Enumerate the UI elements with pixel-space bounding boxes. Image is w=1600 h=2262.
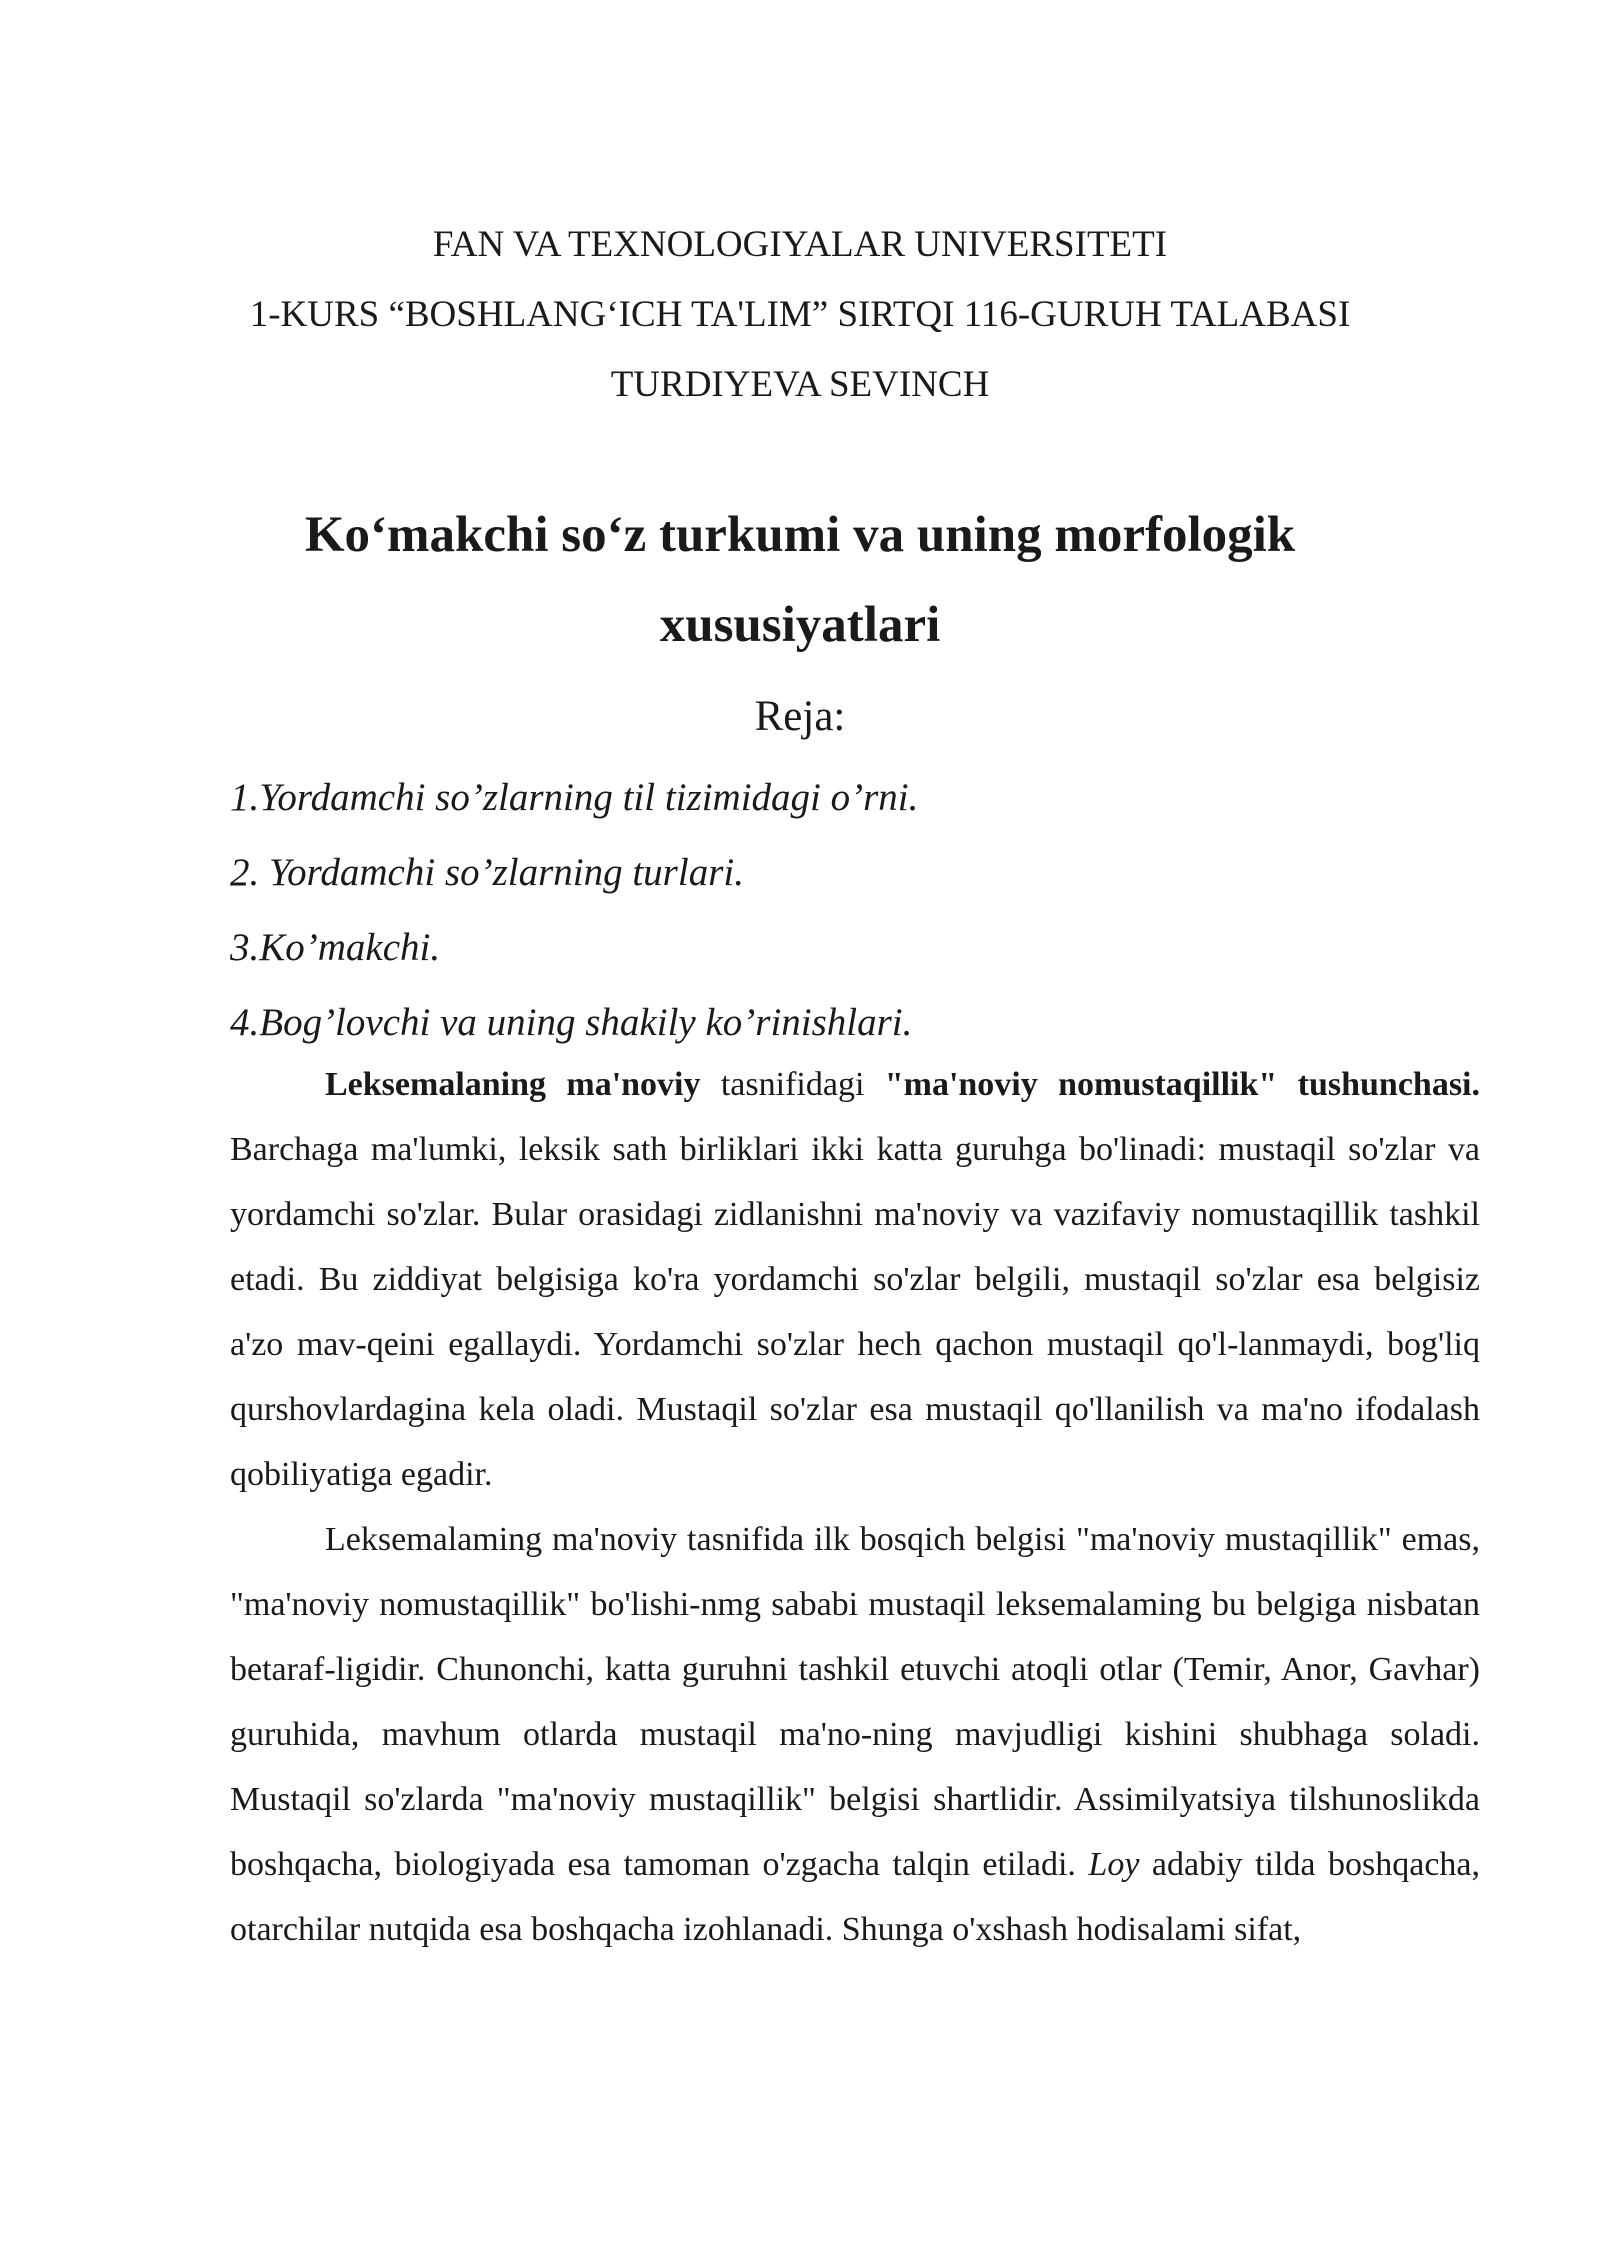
title-line-1: Ko‘makchi so‘z turkumi va uning morfologik — [304, 507, 1296, 563]
paragraph-1 — [230, 1052, 1480, 1507]
plan-item: 2. Yordamchi so’zlarning turlari. — [230, 851, 744, 894]
bold-term-1: Leksemalaning ma'noviy — [325, 1066, 701, 1103]
plan-item: 3.Ko’makchi. — [230, 926, 441, 969]
paragraph-1-text-b: Barchaga ma'lumki, leksik sath birliklari ikki katta guruhga bo'linadi: mustaqil so'zlar va yordamchi so'zlar. Bular orasidagi zidlanishni ma'noviy va vazifaviy nomustaqillik tashkil etadi. Bu ziddiyat belgisiga ko'ra yordamchi so'zlar belgili, mustaqil so'zlar esa belgisiz a'zo mav-qeini egallaydi. Yordamchi so'zlar hech qachon mustaqil qo'l-lanmaydi, bog'liq qurshovlardagina kela oladi. Mustaqil so'zlar esa mustaqil qo'llanilish va ma'no ifodalash qobiliyatiga egadir. — [230, 1131, 1480, 1493]
course-group-line: 1-KURS “BOSHLANG‘ICH TA'LIM” SIRTQI 116-GURUH TALABASI — [249, 294, 1351, 335]
italic-term: Loy — [1088, 1846, 1140, 1883]
document-title — [0, 490, 1600, 670]
bold-term-2: "ma'noviy nomustaqillik" tushunchasi. — [884, 1066, 1480, 1103]
paragraph-2 — [230, 1507, 1480, 1962]
body-text — [230, 1052, 1480, 1962]
plan-item: 1.Yordamchi so’zlarning til tizimidagi o’rni. — [230, 776, 919, 819]
paragraph-2-text-b: adabiy tilda boshqacha, otarchilar nutqida esa boshqacha izohlanadi. Shunga o'xshash hodisalami sifat, — [230, 1846, 1481, 1948]
plan-heading: Reja: — [754, 693, 846, 740]
student-name: TURDIYEVA SEVINCH — [610, 364, 990, 405]
title-line-2: xususiyatlari — [659, 597, 941, 653]
document-header — [0, 210, 1600, 420]
paragraph-1-text-a: tasnifidagi — [700, 1066, 885, 1103]
university-name: FAN VA TEXNOLOGIYALAR UNIVERSITETI — [432, 224, 1168, 265]
plan-item: 4.Bog’lovchi va uning shakily ko’rinishlari. — [230, 1001, 913, 1044]
paragraph-2-text-a: Leksemalaming ma'noviy tasnifida ilk bosqich belgisi "ma'noviy mustaqillik" emas, "ma'noviy nomustaqillik" bo'lishi-nmg sababi mustaqil leksemalaming bu belgiga nisbatan betaraf-ligidir. Chunonchi, katta guruhni tashkil etuvchi atoqli otlar (Temir, Anor, Gavhar) guruhida, mavhum otlarda mustaqil ma'no-ning mavjudligi kishini shubhaga soladi. Mustaqil so'zlarda "ma'noviy mustaqillik" belgisi shartlidir. Assimilyatsiya tilshunoslikda boshqacha, biologiyada esa tamoman o'zgacha talqin etiladi. — [230, 1521, 1480, 1883]
plan-list — [230, 760, 918, 1060]
